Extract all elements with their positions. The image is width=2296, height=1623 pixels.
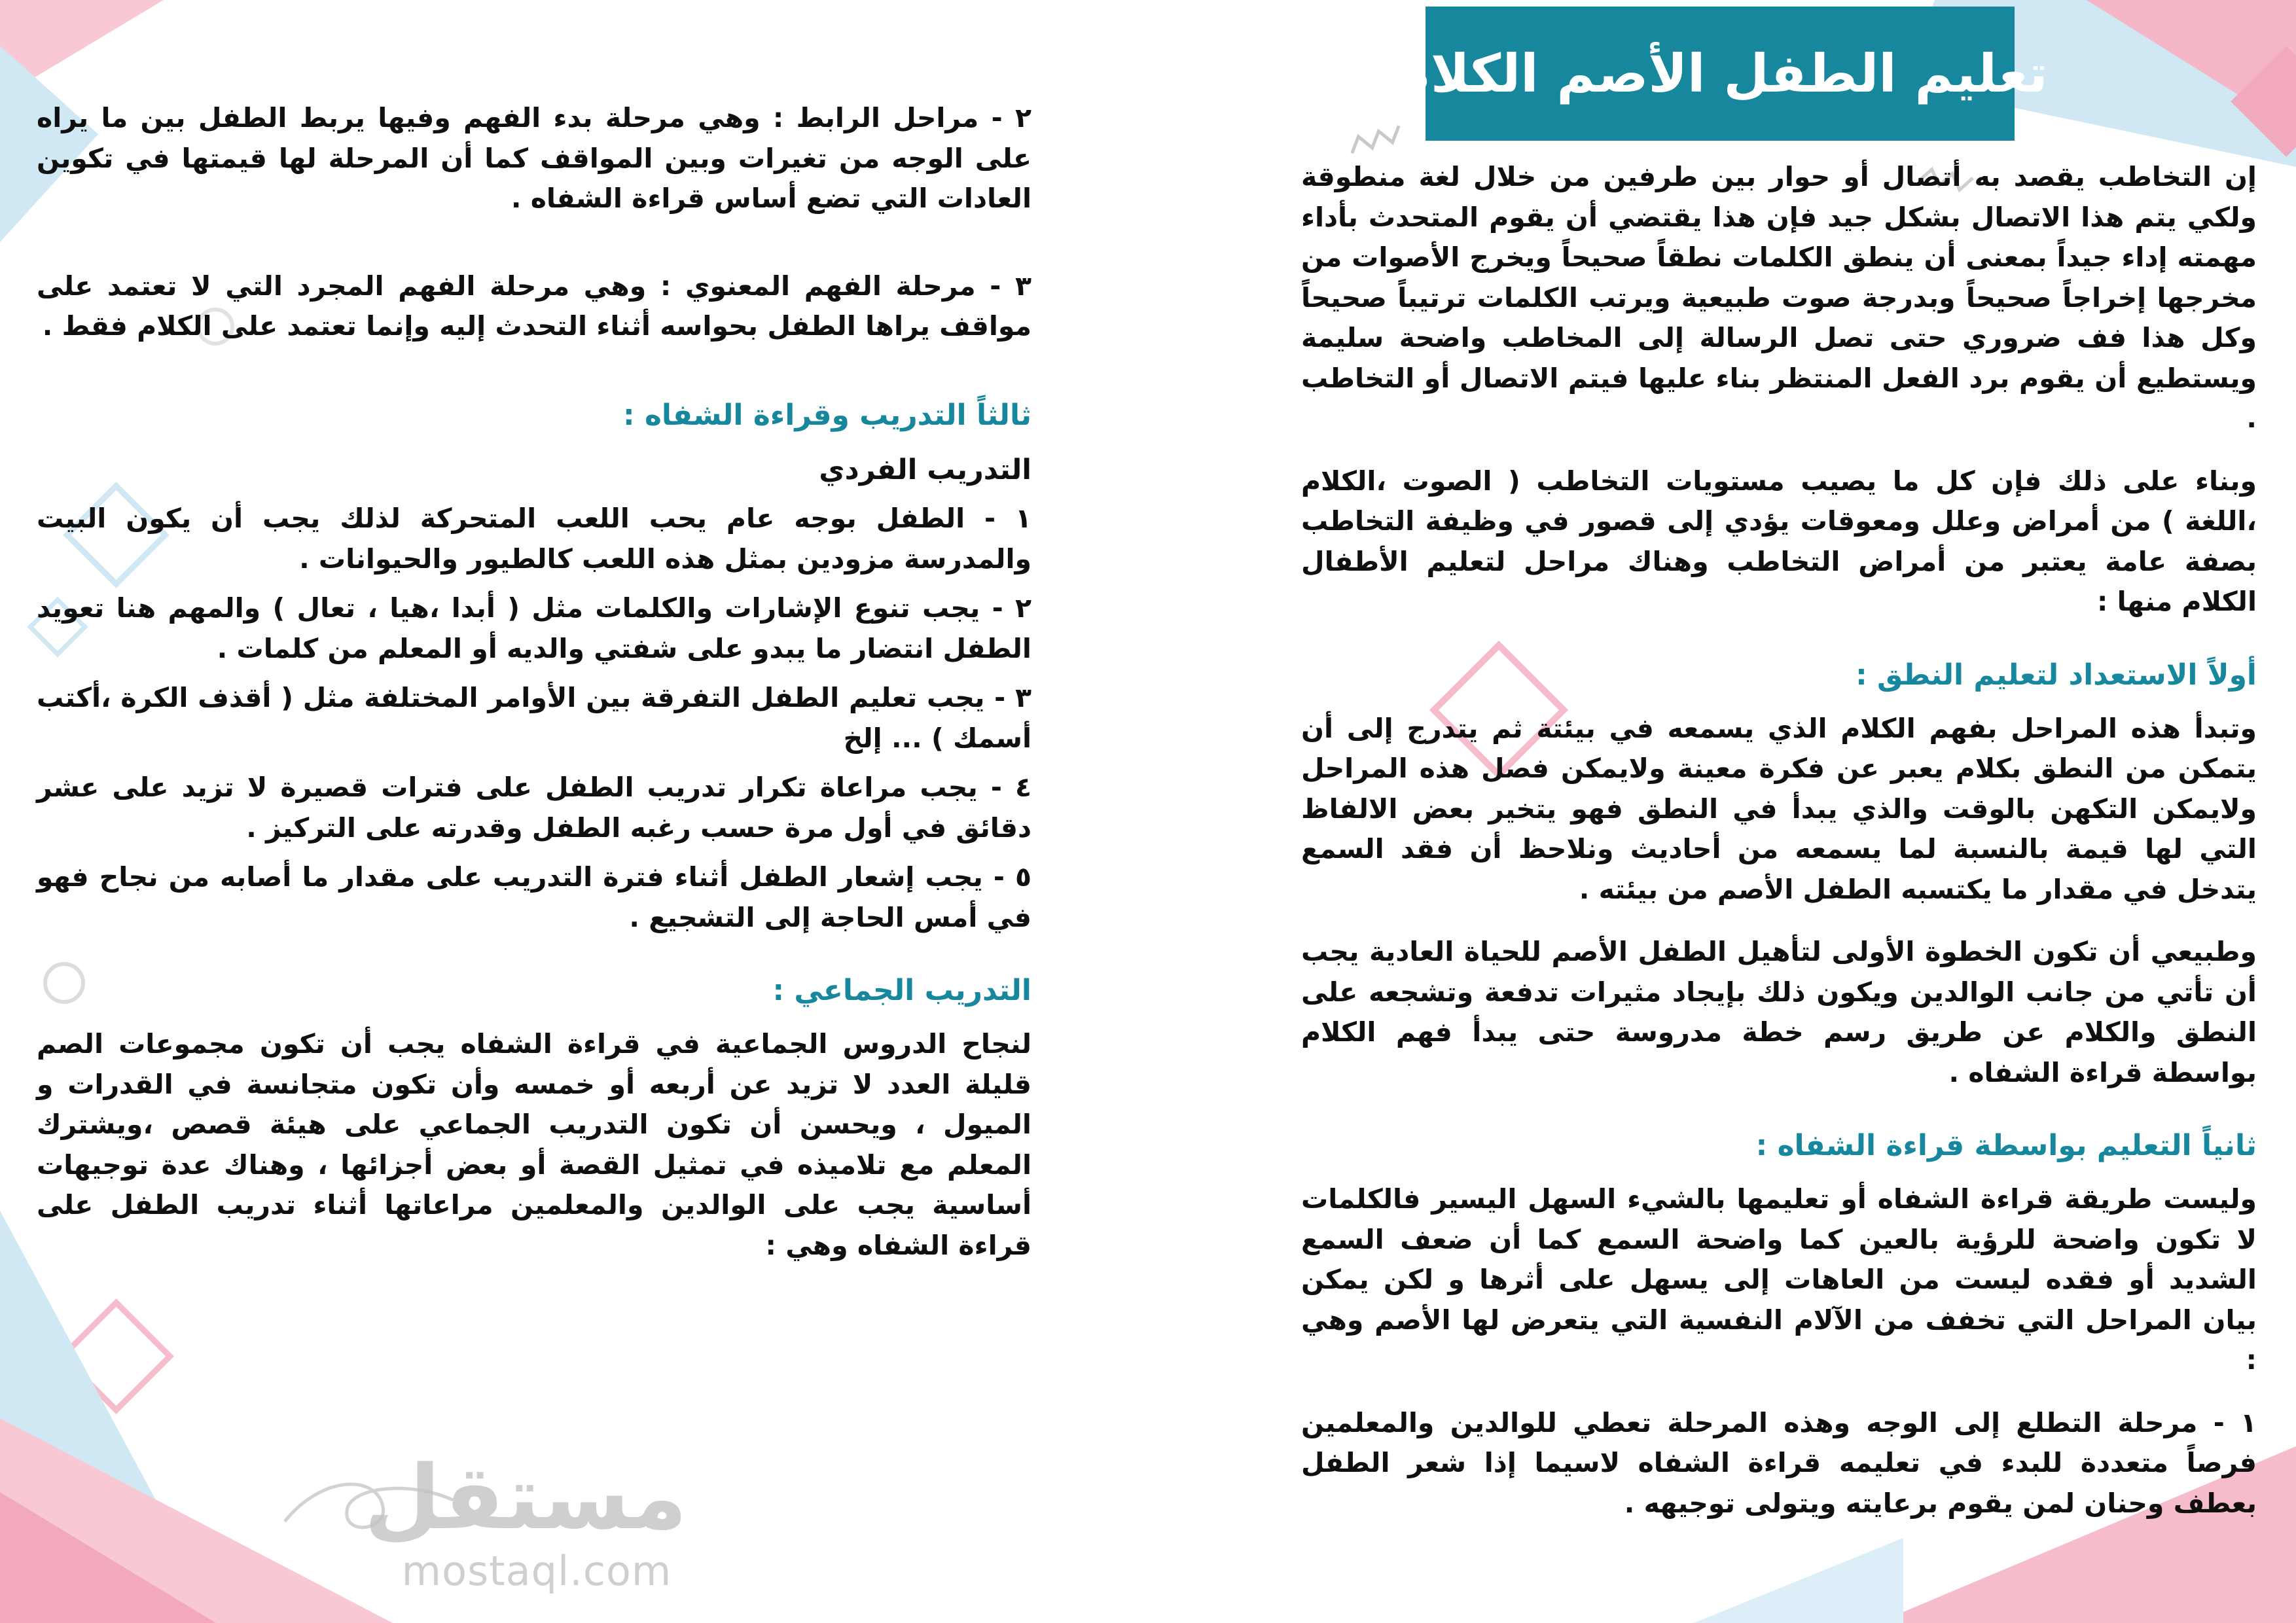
heading-second-lipreading: ثانياً التعليم بواسطة قراءة الشفاه : — [1755, 1129, 2257, 1162]
paragraph-stage-1: ١ - مرحلة التطلع إلى الوجه وهذه المرحلة تعطي للوالدين والمعلمين فرصاً متعددة للبدء في تعليمه قراءة الشفاه لاسيما إذا شعر الطفل بعطف وحنان لمن يقوم برعايته ويتولى توجيهه . — [1301, 1406, 2257, 1519]
paragraph-stage-3: ٣ - مرحلة الفهم المعنوي : وهي مرحلة الفهم المجرد التي لا تعتمد على مواقف يراها الطفل بحواسه أثناء التحدث إليه وإنما تعتمد على الكلام فقط . — [37, 270, 1031, 342]
paragraph-intro: إن التخاطب يقصد به أتصال أو حوار بين طرفين من خلال لغة منطوقة ولكي يتم هذا الاتصال بشكل جيد فإن هذا يقتضي أن يقوم المتحدث بأداء مهمته إداء جيداً بمعنى أن ينطق الكلمات نطقاً صحيحاً ويخرج الأصوات من مخرجها إخراجاً صحيحاً وبدرجة صوت طبيعية ويرتب الكلمات ترتيباً صحيحاً وكل هذا فف ضروري حتى تصل الرسالة إلى المخاطب واضحة سليمة ويستطيع أن يقوم برد الفعل المنتظر بناء عليها فيتم الاتصال أو التخاطب . — [1301, 161, 2257, 434]
paragraph-stage-2: ٢ - مراحل الرابط : وهي مرحلة بدء الفهم وفيها يربط الطفل بين ما يراه على الوجه من تغيرات وبين المواقف كما أن المرحلة لها قيمتها في تكوين العادات التي تضع أساس قراءة الشفاه . — [37, 102, 1031, 214]
paragraph-group-training: لنجاح الدروس الجماعية في قراءة الشفاه يجب أن تكون مجموعات الصم قليلة العدد لا تزيد عن أربعه أو خمسه وأن تكون متجانسة في القدرات و الميول ، ويحسن أن تكون التدريب الجماعي على هيئة قصص ،ويشترك المعلم مع تلاميذه في تمثيل القصة أو بعض أجزائها ، وهناك عدة توجيهات أساسية يجب على الوالدين والمعلمين مراعاتها أثناء تدريب الطفل على قراءة الشفاه وهي : — [37, 1028, 1031, 1261]
watermark-domain-text: mostaql.com — [401, 1546, 672, 1595]
page-title-banner — [1392, 7, 2048, 141]
column-left — [37, 98, 1031, 1288]
watermark-arabic-text: مستقل — [364, 1446, 687, 1549]
heading-group-training: التدريب الجماعي : — [772, 974, 1031, 1007]
list-item-5: ٥ - يجب إشعار الطفل أثناء فترة التدريب على مقدار ما أصابه من نجاح فهو في أمس الحاجة إلى التشجيع . — [37, 861, 1031, 933]
paragraph-lipreading: وليست طريقة قراءة الشفاه أو تعليمها بالشيء السهل اليسير فالكلمات لا تكون واضحة للرؤية بالعين كما واضحة السمع كما أن ضعف السمع الشديد أو فقده ليست من العاهات إلى يسهل على أثرها و لكن يمكن بيان المراحل التي تخفف من الآلام النفسية التي يتعرض لها الأصم وهي : — [1301, 1183, 2257, 1376]
heading-first-readiness: أولاً الاستعداد لتعليم النطق : — [1856, 658, 2257, 692]
list-item-1: ١ - الطفل بوجه عام يحب اللعب المتحركة لذلك يجب أن يكون البيت والمدرسة مزودين بمثل هذه اللعب كالطيور والحيوانات . — [37, 503, 1031, 575]
paragraph-natural-step: وطبيعي أن تكون الخطوة الأولى لتأهيل الطفل الأصم للحياة العادية يجب أن تأتي من جانب الوالدين ويكون ذلك بإيجاد مثيرات تدفعة وتشجعه على النطق والكلام عن طريق رسم خطة مدروسة حتى يبدأ فهم الكلام بواسطة قراءة الشفاه . — [1301, 936, 2257, 1088]
subheading-individual-training: التدريب الفردي — [819, 453, 1031, 486]
page-title: تعليم الطفل الأصم الكلام — [1392, 43, 2048, 104]
list-item-4: ٤ - يجب مراعاة تكرار تدريب الطفل على فترات قصيرة لا تزيد على عشر دقائق في أول مرة حسب رغبه الطفل وقدرته على التركيز . — [37, 772, 1031, 844]
paragraph-speech-levels: وبناء على ذلك فإن كل ما يصيب مستويات التخاطب ( الصوت ،الكلام ،اللغة ) من أمراض وعلل ومعوقات يؤدي إلى قصور في وظيفة التخاطب بصفة عامة يعتبر من أمراض التخاطب وهناك مراحل لتعليم الأطفال الكلام منها : — [1301, 465, 2257, 617]
list-item-3: ٣ - يجب تعليم الطفل التفرقة بين الأوامر المختلفة مثل ( أقذف الكرة ،أكتب أسمك ) ... إلخ — [37, 682, 1031, 754]
list-item-2: ٢ - يجب تنوع الإشارات والكلمات مثل ( أبدا ،هيا ، تعال ) والمهم هنا تعويد الطفل انتضار ما يبدو على شفتي والديه أو المعلم من كلمات . — [37, 592, 1031, 664]
paragraph-stages: وتبدأ هذه المراحل بفهم الكلام الذي يسمعه في بيئتة ثم يتدرج إلى أن يتمكن من النطق بكلام يعبر عن فكرة معينة ولايمكن فصل هذه المراحل ولايمكن التكهن بالوقت والذي يبدأ في النطق فهو يتخير بعض الالفاظ التي لها قيمة بالنسبة لما يسمعه من أحاديث ونلاحظ أن فقد السمع يتدخل في مقدار ما يكتسبه الطفل الأصم من بيئته . — [1301, 712, 2257, 905]
decor-triangle-bottom-right-blue — [1694, 1538, 1903, 1623]
column-right — [1301, 157, 2257, 1546]
heading-third-training: ثالثاً التدريب وقراءة الشفاه : — [623, 398, 1031, 432]
watermark — [364, 1446, 687, 1595]
